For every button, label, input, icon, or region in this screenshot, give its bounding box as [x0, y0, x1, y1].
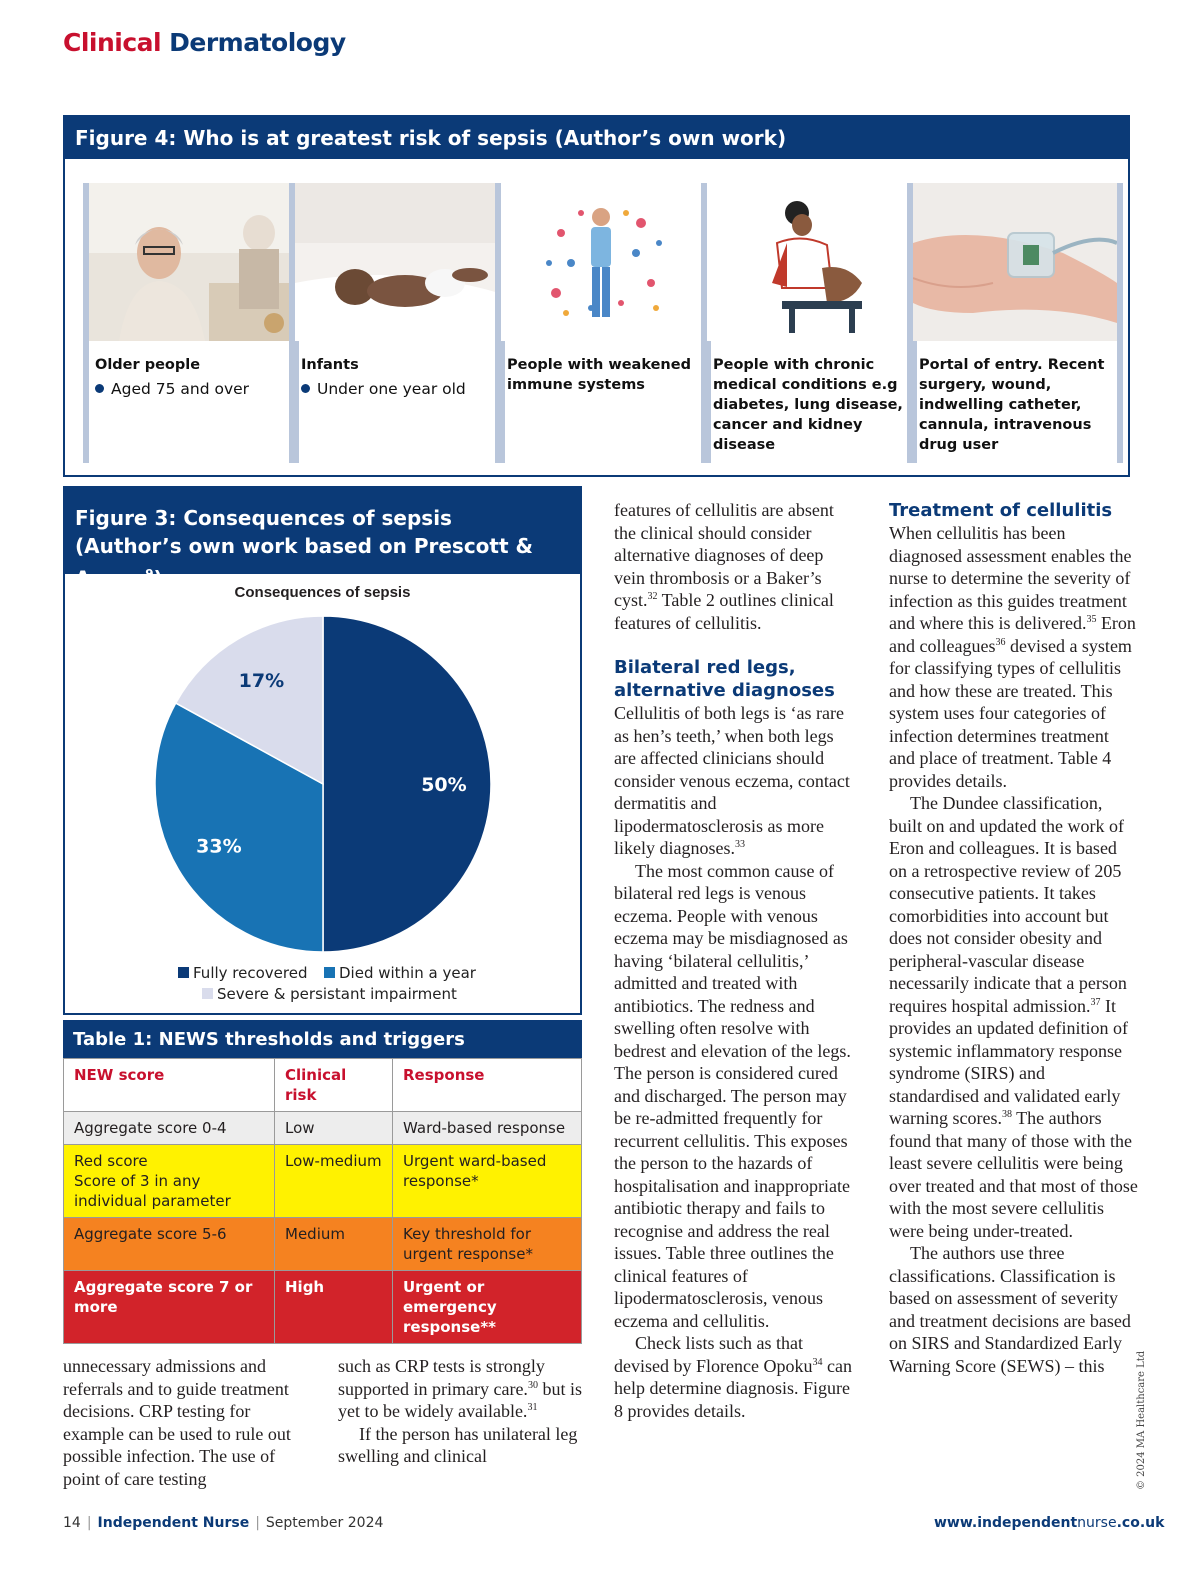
table-cell-response: Urgent ward-based response*: [393, 1145, 582, 1218]
paragraph: When cellulitis has been diagnosed assessment enables the nurse to determine the severity of infection as this guides treatment and where this is delivered.$^{35}$ Eron and colleagues$^{36}$ devised a system for classifying types of cellulitis and how these are treated. This system uses four categories of infection determines treatment and place of treatment. Table 4 provides details.: [889, 523, 1136, 791]
page-footer: 14 | Independent Nurse | September 2024: [63, 1515, 384, 1531]
figure-4-title: Figure 4: Who is at greatest risk of sepsis (Author’s own work): [65, 117, 1128, 159]
paragraph: such as CRP tests is strongly supported in primary care.$^{30}$ but is yet to be widely available.$^{31}$: [338, 1356, 582, 1421]
legend-swatch: [202, 988, 213, 999]
risk-heading: Older people: [95, 357, 201, 373]
risk-heading: Infants: [301, 357, 359, 373]
legend-item-died-within-a-year: Died within a year: [324, 964, 476, 982]
pie-data-label: 33%: [196, 835, 242, 858]
column-header: Clinical risk: [275, 1059, 393, 1112]
legend-swatch: [324, 967, 335, 978]
risk-heading: People with weakened immune systems: [507, 357, 691, 393]
figure-3: [63, 486, 582, 1015]
risk-weakened-immune: [495, 183, 711, 463]
legend-item-severe-impairment: Severe & persistant impairment: [202, 985, 457, 1003]
table-cell-risk: Medium: [275, 1218, 393, 1271]
table-cell-risk: Low: [275, 1112, 393, 1145]
paragraph: features of cellulitis are absent the clinical should consider alternative diagnoses of deep vein thrombosis or a Baker’s cyst.$^{32}$ Table 2 outlines clinical features of cellulitis.: [614, 500, 834, 633]
section-label: Clinical: [63, 28, 162, 57]
infant-photo: [295, 183, 499, 341]
table-row: [64, 1145, 582, 1218]
subheading: Bilateral red legs, alternative diagnoses: [614, 657, 835, 701]
bullet-icon: [301, 384, 310, 393]
table-cell-risk: Low-medium: [275, 1145, 393, 1218]
paragraph: The Dundee classification, built on and updated the work of Eron and colleagues. It is based on a retrospective review of 205 consecutive patients. It takes comorbidities into account but does not consider obesity and peripheral-vascular disease necessarily indicate that a person requires hospital admission.$^{37}$ It provides an updated definition of systemic inflammatory response syndrome (SIRS) and standardised and validated early warning scores.$^{38}$ The authors found that many of those with the least severe cellulitis were being over treated and that most of those with the most severe cellulitis were being under-treated.: [889, 793, 1138, 1241]
risk-portal-of-entry: [907, 183, 1123, 463]
figure-3-title: Figure 3: Consequences of sepsis (Author’s own work based on Prescott & Angus$^9$): [65, 488, 580, 574]
issue-date: September 2024: [265, 1515, 384, 1531]
table-cell-response: Urgent or emergency response**: [393, 1271, 582, 1344]
table-cell-score: Aggregate score 7 or more: [64, 1271, 275, 1344]
subheading: Treatment of cellulitis: [889, 500, 1113, 521]
risk-chronic-conditions: [701, 183, 917, 463]
table-row: [64, 1218, 582, 1271]
table-cell-response: Ward-based response: [393, 1112, 582, 1145]
table-row: [64, 1112, 582, 1145]
column-header: NEW score: [64, 1059, 275, 1112]
table-row: [64, 1271, 582, 1344]
paragraph: If the person has unilateral leg swelling and clinical: [338, 1423, 578, 1466]
table-1-title: Table 1: NEWS thresholds and triggers: [63, 1020, 582, 1058]
pie-chart: [153, 614, 493, 954]
section-header: [63, 28, 346, 57]
risk-bullet: Under one year old: [301, 379, 493, 399]
body-column-1: [63, 1355, 313, 1490]
paragraph: The authors use three classifications. Classification is based on assessment of severity and treatment decisions are based on SIRS and Standardized Early Warning Score (SEWS) – this: [889, 1243, 1131, 1376]
legend-swatch: [178, 967, 189, 978]
news-table: [63, 1058, 582, 1344]
legend-item-fully-recovered: Fully recovered: [178, 964, 307, 982]
body-column-2: [338, 1355, 583, 1468]
body-column-4: [889, 499, 1139, 1377]
paragraph: Cellulitis of both legs is ‘as rare as hen’s teeth,’ when both legs are affected clinicians should consider venous eczema, contact dermatitis and lipodermatosclerosis as more likely diagnoses.$^{33}$: [614, 703, 850, 858]
column-header: Response: [393, 1059, 582, 1112]
risk-older-people: [83, 183, 299, 463]
table-cell-response: Key threshold for urgent response*: [393, 1218, 582, 1271]
risk-heading: People with chronic medical conditions e.g diabetes, lung disease, cancer and kidney disease: [713, 357, 903, 453]
pie-data-label: 50%: [421, 774, 467, 796]
topic-label: Dermatology: [169, 28, 346, 57]
copyright-notice: © 2024 MA Healthcare Ltd: [1136, 1350, 1147, 1490]
pie-data-label: 17%: [238, 669, 285, 692]
table-cell-score: Aggregate score 5-6: [64, 1218, 275, 1271]
chart-title: Consequences of sepsis: [234, 584, 411, 601]
bullet-icon: [95, 384, 104, 393]
table-cell-score: Red score Score of 3 in any individual parameter: [64, 1145, 275, 1218]
table-cell-score: Aggregate score 0-4: [64, 1112, 275, 1145]
chronic-condition-illustration: [707, 183, 911, 341]
risk-heading: Portal of entry. Recent surgery, wound, indwelling catheter, cannula, intravenous drug user: [919, 357, 1105, 453]
website-link[interactable]: www.independentnurse.co.uk: [934, 1515, 1165, 1531]
magazine-name: Independent Nurse: [97, 1515, 250, 1531]
germs-person-illustration: [501, 183, 705, 341]
risk-bullet: Aged 75 and over: [95, 379, 287, 399]
table-cell-risk: High: [275, 1271, 393, 1344]
paragraph: unnecessary admissions and referrals and to guide treatment decisions. CRP testing for example can be used to rule out possible infection. The use of point of care testing: [63, 1356, 291, 1489]
body-column-3: [614, 499, 854, 1422]
risk-infants: [289, 183, 505, 463]
table-header-row: [64, 1059, 582, 1112]
table-1: [63, 1020, 582, 1344]
older-people-photo: [89, 183, 293, 341]
cannula-hand-photo: [913, 183, 1117, 341]
figure-4: [63, 115, 1130, 477]
paragraph: The most common cause of bilateral red legs is venous eczema. People with venous eczema may be misdiagnosed as having ‘bilateral cellulitis,’ admitted and treated with antibiotics. The redness and swelling often resolve with bedrest and elevation of the legs. The person is considered cured and discharged. The person may be re-admitted frequently for recurrent cellulitis. This exposes the person to the hazards of hospitalisation and inappropriate antibiotic therapy and fails to recognise and address the real issues. Table three outlines the clinical features of lipodermatosclerosis, venous eczema and cellulitis.: [614, 860, 851, 1331]
paragraph: Check lists such as that devised by Florence Opoku$^{34}$ can help determine diagnosis. Figure 8 provides details.: [614, 1333, 852, 1421]
page-number: 14: [63, 1515, 81, 1531]
